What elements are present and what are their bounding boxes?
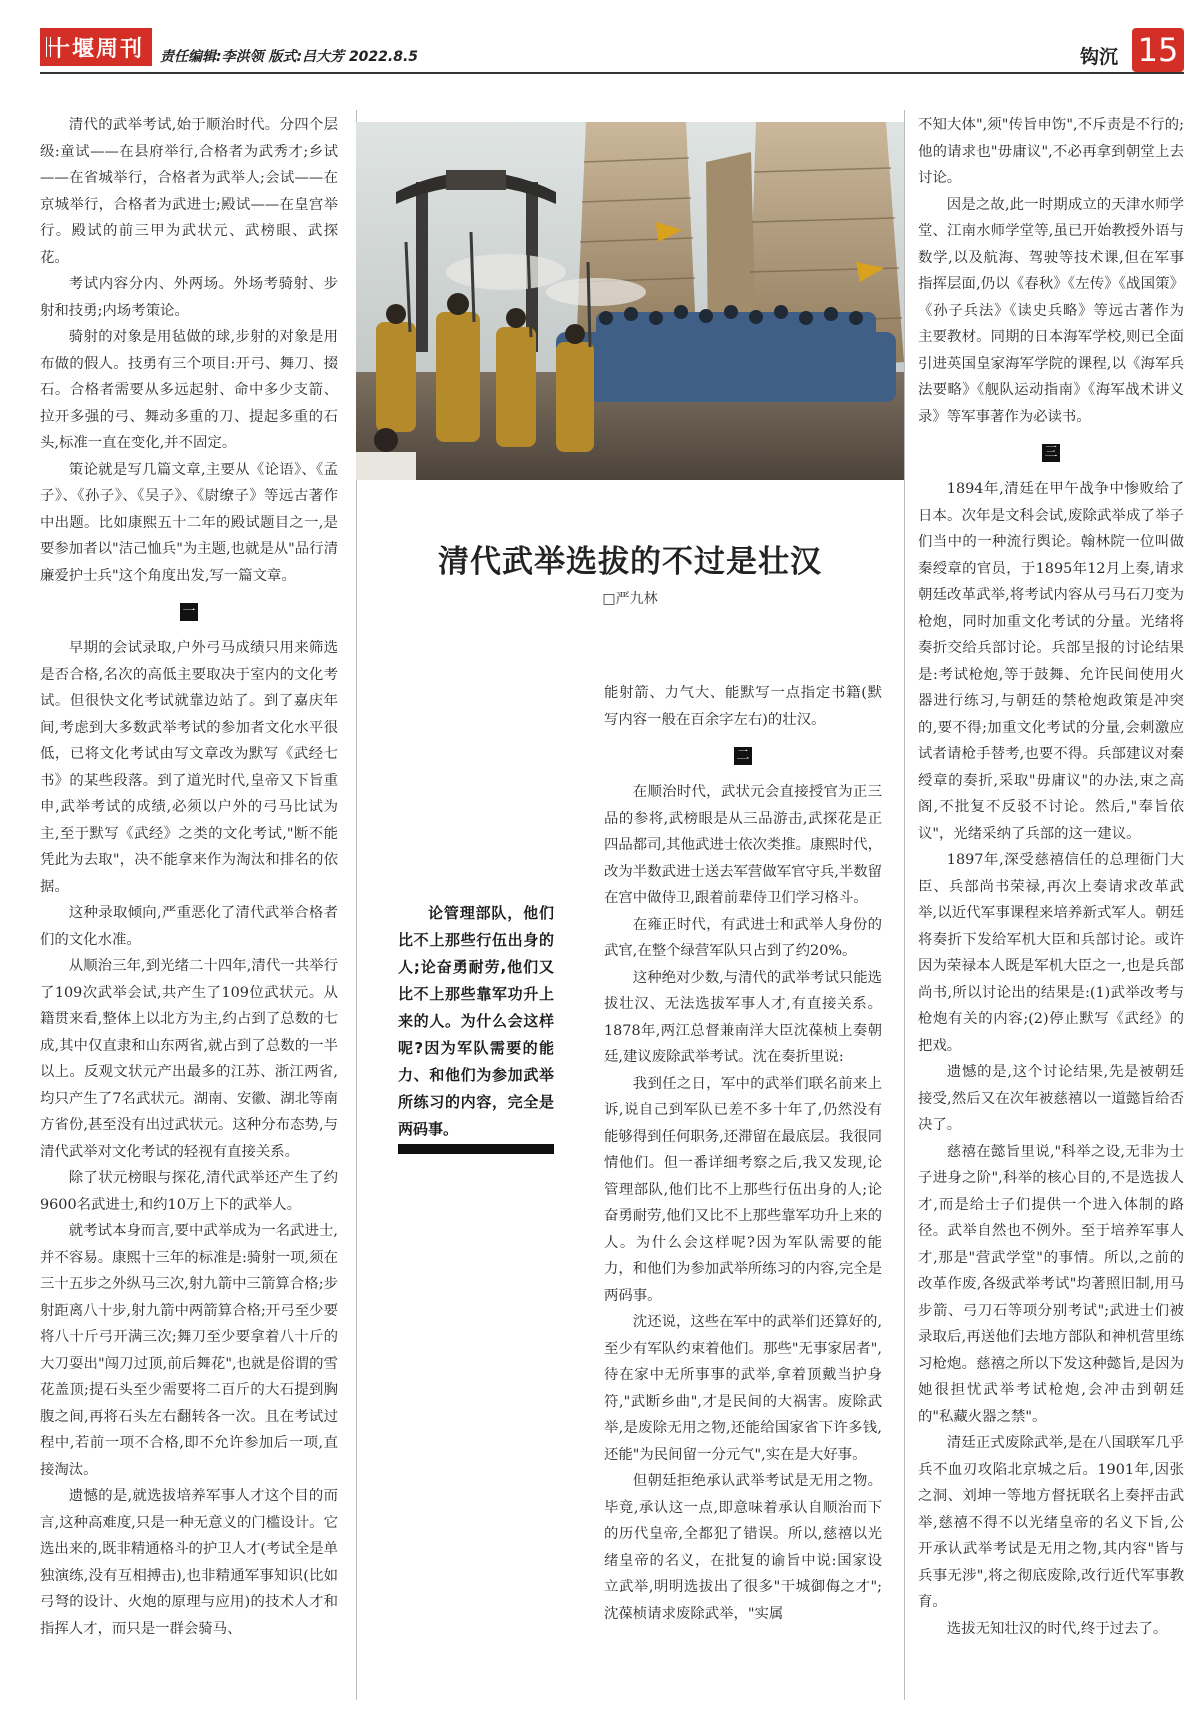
paragraph: 清代的武举考试,始于顺治时代。分四个层级:童试——在县府举行,合格者为武秀才;乡试——在省城举行，合格者为武举人;会试——在京城举行，合格者为武进士;殿试——在皇宫举行。殿试的前三甲为武状元、武榜眼、武探花。 <box>40 117 338 266</box>
column-divider <box>904 110 905 1700</box>
article-byline: □严九林 <box>602 591 658 607</box>
article-title: 清代武举选拔的不过是壮汉 <box>438 544 822 580</box>
paragraph: 清廷正式废除武举,是在八国联军几乎兵不血刃攻陷北京城之后。1901年,因张之洞、刘坤一等地方督抚联名上奏抨击武举,慈禧不得不以光绪皇帝的名义下旨,公开承认武举考试是无用之物,其内容"皆与兵事无涉",将之彻底废除,改行近代军事教育。 <box>918 1435 1184 1610</box>
section-name: 钩沉 <box>1080 46 1119 68</box>
paragraph: 沈还说，这些在军中的武举们还算好的,至少有军队约束着他们。那些"无事家居者",待在家中无所事事的武举,拿着顶戴当护身符,"武断乡曲",才是民间的大祸害。废除武举,是废除无用之物,还能给国家省下许多钱,还能"为民间留一分元气",实在是大好事。 <box>604 1314 883 1463</box>
editor-credits: 责任编辑:李洪领 版式:吕大芳 2022.8.5 <box>160 49 419 65</box>
masthead-logo <box>40 28 152 66</box>
article-column-1 <box>40 112 338 1642</box>
paragraph: 策论就是写几篇文章,主要从《论语》、《孟子》、《孙子》、《吴子》、《尉缭子》等远古著作中出题。比如康熙五十二年的殿试题目之一,是要参加者以"洁己恤兵"为主题,也就是从"品行清廉爱护士兵"这个角度出发,写一篇文章。 <box>40 461 338 584</box>
paragraph: 不知大体",须"传旨申饬",不斥责是不行的;他的请求也"毋庸议",不必再拿到朝堂上去讨论。 <box>918 117 1184 186</box>
paragraph: 遗憾的是,这个讨论结果,先是被朝廷接受,然后又在次年被慈禧以一道懿旨给否决了。 <box>918 1064 1184 1133</box>
pull-quote-bar <box>398 1144 554 1154</box>
paragraph: 骑射的对象是用毡做的球,步射的对象是用布做的假人。技勇有三个项目:开弓、舞刀、掇石。合格者需要从多远起射、命中多少支箭、拉开多强的弓、舞动多重的刀、提起多重的石头,标准一直在变化,并不固定。 <box>40 329 338 451</box>
pull-quote <box>398 900 554 1143</box>
section-number-3: 三 <box>1042 444 1060 462</box>
paragraph: 就考试本身而言,要中武举成为一名武进士,并不容易。康熙十三年的标准是:骑射一项,须在三十五步之外纵马三次,射九箭中三箭算合格;步射距离八十步,射九箭中两箭算合格;开弓至少要将八十斤弓开满三次;舞刀至少要拿着八十斤的大刀耍出"闯刀过顶,前后舞花",也就是俗谓的雪花盖顶;提石头至少需要将二百斤的大石提到胸腹之间,再将石头左右翻转各一次。且在考试过程中,若前一项不合格,即不允许参加后一项,直接淘汰。 <box>40 1223 338 1478</box>
paragraph: 但朝廷拒绝承认武举考试是无用之物。毕竟,承认这一点,即意味着承认自顺治而下的历代皇帝,全都犯了错误。所以,慈禧以光绪皇帝的名义，在批复的谕旨中说:国家设立武举,明明选拔出了很多"干城御侮之才";沈葆桢请求废除武举，"实属 <box>604 1473 882 1622</box>
paragraph: 1894年,清廷在甲午战争中惨败给了日本。次年是文科会试,废除武举成了举子们当中的一种流行舆论。翰林院一位叫做秦绶章的官员，于1895年12月上奏,请求朝廷改革武举,将考试内容从弓马石刀变为枪炮，同时加重文化考试的分量。光绪将奏折交给兵部讨论。兵部呈报的讨论结果是:考试枪炮,等于鼓舞、允许民间使用火器进行练习,与朝廷的禁枪炮政策是冲突的,要不得;加重文化考试的分量,会刺激应试者请枪手替考,也要不得。兵部建议对秦绶章的奏折,采取"毋庸议"的办法,束之高阁,不批复不反驳不讨论。然后,"奉旨依议"，光绪采纳了兵部的这一建议。 <box>918 481 1184 842</box>
page-number: 15 <box>1132 28 1184 72</box>
paragraph: 1897年,深受慈禧信任的总理衙门大臣、兵部尚书荣禄,再次上奏请求改革武举,以近代军事课程来培养新式军人。朝廷将奏折下发给军机大臣和兵部讨论。或许因为荣禄本人既是军机大臣之一,也是兵部尚书,所以讨论出的结果是:(1)武举改考与枪炮有关的内容;(2)停止默写《武经》的把戏。 <box>918 852 1184 1054</box>
paragraph: 选拔无知壮汉的时代,终于过去了。 <box>946 1620 1168 1637</box>
paragraph: 能射箭、力气大、能默写一点指定书籍(默写内容一般在百余字左右)的壮汉。 <box>604 685 882 728</box>
pull-quote-text: 论管理部队，他们比不上那些行伍出身的人;论奋勇耐劳,他们又比不上那些靠军功升上来的人。为什么会这样呢?因为军队需要的能力、和他们为参加武举所练习的内容，完全是两码事。 <box>398 904 554 1138</box>
paragraph: 除了状元榜眼与探花,清代武举还产生了约9600名武进士,和约10万上下的武举人。 <box>40 1170 338 1213</box>
qing-army-photo <box>356 122 904 480</box>
masthead-text: 十堰周刊 <box>47 36 144 62</box>
article-photo <box>356 122 904 480</box>
paragraph: 这种录取倾向,严重恶化了清代武举合格者们的文化水准。 <box>40 905 338 948</box>
paragraph: 早期的会试录取,户外弓马成绩只用来筛选是否合格,名次的高低主要取决于室内的文化考试。但很快文化考试就靠边站了。到了嘉庆年间,考虑到大多数武举考试的参加者文化水平很低，已将文化考试由写文章改为默写《武经七书》的某些段落。到了道光时代,皇帝又下旨重申,武举考试的成绩,必须以户外的弓马比试为主,至于默写《武经》之类的文化考试,"断不能凭此为去取"，决不能拿来作为淘汰和排名的依据。 <box>40 640 338 895</box>
paragraph: 因是之故,此一时期成立的天津水师学堂、江南水师学堂等,虽已开始教授外语与数学,以及航海、驾驶等技术课,但在军事指挥层面,仍以《春秋》《左传》《战国策》《孙子兵法》《读史兵略》等远古著作为主要教材。同期的日本海军学校,则已全面引进英国皇家海军学院的课程,以《海军兵法要略》《舰队运动指南》《海军战术讲义录》等军事著作为必读书。 <box>918 196 1184 425</box>
header-rule <box>40 72 1184 74</box>
paragraph: 在雍正时代，有武进士和武举人身份的武官,在整个绿营军队只占到了约20%。 <box>604 916 882 959</box>
paragraph: 慈禧在懿旨里说,"科举之设,无非为士子进身之阶",科举的核心目的,不是选拔人才,而是给士子们提供一个进入体制的路径。武举自然也不例外。至于培养军事人才,那是"营武学堂"的事情。所以,之前的改革作废,各级武举考试"均著照旧制,用马步箭、弓刀石等项分别考试";武进士们被录取后,再送他们去地方部队和神机营里练习枪炮。慈禧之所以下发这种懿旨,是因为她很担忧武举考试枪炮,会冲击到朝廷的"私藏火器之禁"。 <box>918 1143 1184 1425</box>
paragraph: 在顺治时代，武状元会直接授官为正三品的参将,武榜眼是从三品游击,武探花是正四品都司,其他武进士依次类推。康熙时代，改为半数武进士送去军营做军官守兵,半数留在宫中做侍卫,跟着前辈侍卫们学习格斗。 <box>604 784 882 906</box>
masthead-mark-icon <box>46 37 51 57</box>
paragraph: 我到任之日，军中的武举们联名前来上诉,说自己到军队已差不多十年了,仍然没有能够得到任何职务,还滞留在最底层。我很同情他们。但一番详细考察之后,我又发现,论管理部队,他们比不上那些行伍出身的人;论奋勇耐劳,他们又比不上那些靠军功升上来的人。为什么会这样呢?因为军队需要的能力，和他们为参加武举所练习的内容,完全是两码事。 <box>604 1075 882 1304</box>
paragraph: 遗憾的是,就选拔培养军事人才这个目的而言,这种高难度,只是一种无意义的门槛设计。它选出来的,既非精通格斗的护卫人才(考试全是单独演练,没有互相搏击),也非精通军事知识(比如弓弩的设计、火炮的原理与应用)的技术人才和指挥人才，而只是一群会骑马、 <box>40 1488 339 1637</box>
article-column-4 <box>918 112 1184 1642</box>
paragraph: 从顺治三年,到光绪二十四年,清代一共举行了109次武举会试,共产生了109位武状元。从籍贯来看,整体上以北方为主,约占到了总数的七成,其中仅直隶和山东两省,就占到了总数的一半以上。反观文状元产出最多的江苏、浙江两省,均只产生了7名武状元。湖南、安徽、湖北等南方省份,甚至没有出过武状元。这种分布态势,与清代武举对文化考试的轻视有直接关系。 <box>40 958 338 1160</box>
section-number-2: 二 <box>734 747 752 765</box>
section-number-1: 一 <box>180 603 198 621</box>
article-column-3 <box>604 680 882 1627</box>
paragraph: 这种绝对少数,与清代的武举考试只能选拔壮汉、无法选拔军事人才,有直接关系。1878年,两江总督兼南洋大臣沈葆桢上奏朝廷,建议废除武举考试。沈在奏折里说: <box>604 969 883 1065</box>
paragraph: 考试内容分内、外两场。外场考骑射、步射和技勇;内场考策论。 <box>40 276 338 319</box>
